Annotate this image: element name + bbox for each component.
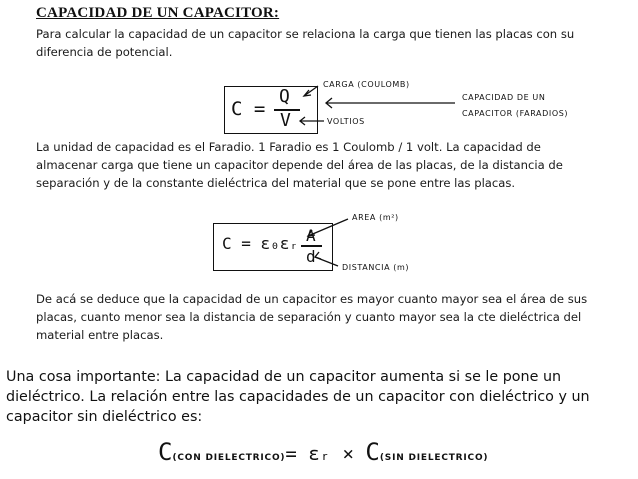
label-voltage: VOLTIOS — [327, 117, 365, 126]
formula1-denominator: V — [280, 110, 291, 131]
formula3-sub-without: (SIN DIELECTRICO) — [379, 453, 489, 463]
label-area: AREA (m²) — [352, 213, 399, 222]
formula1-lhs: C = — [231, 98, 266, 120]
formula3-c-with: C — [158, 438, 173, 466]
page-title: CAPACIDAD DE UN CAPACITOR: — [36, 5, 280, 21]
important-note: Una cosa importante: La capacidad de un capacitor aumenta si se le pone un dieléctrico. La relación entre las capacidades de un capacitor con dieléctrico y un capacitor sin dieléctrico es: — [6, 369, 590, 425]
label-capacity-line1: CAPACIDAD DE UN — [462, 93, 546, 102]
formula3-sub-with: (CON DIELECTRICO) — [172, 453, 286, 463]
formula3-c-without: C — [365, 438, 380, 466]
label-charge: CARGA (COULOMB) — [323, 80, 410, 89]
capacitance-geometry-formula-box — [213, 223, 333, 271]
formula2-lhs: C = ε₀εᵣ — [222, 234, 300, 253]
label-distance: DISTANCIA (m) — [342, 263, 410, 272]
formula3-mid: = εᵣ × — [285, 443, 366, 465]
formula1-numerator: Q — [279, 86, 290, 107]
dielectric-relation-formula — [158, 438, 488, 466]
deduction-paragraph: De acá se deduce que la capacidad de un capacitor es mayor cuanto mayor sea el área de sus placas, cuanto menor sea la distancia de separación y cuanto mayor sea la cte dieléctrica del material entre placas. — [36, 292, 588, 342]
label-capacity-line2: CAPACITOR (FARADIOS) — [462, 109, 569, 118]
formula2-denominator: d — [306, 247, 316, 266]
formula2-numerator: A — [306, 226, 316, 245]
faradio-paragraph: La unidad de capacidad es el Faradio. 1 Faradio es 1 Coulomb / 1 volt. La capacidad de almacenar carga que tiene un capacitor depende del área de las placas, de la distancia de separación y de la constante dieléctrica del material que se pone entre las placas. — [36, 140, 563, 190]
intro-paragraph: Para calcular la capacidad de un capacitor se relaciona la carga que tienen las placas con su diferencia de potencial. — [36, 27, 575, 59]
